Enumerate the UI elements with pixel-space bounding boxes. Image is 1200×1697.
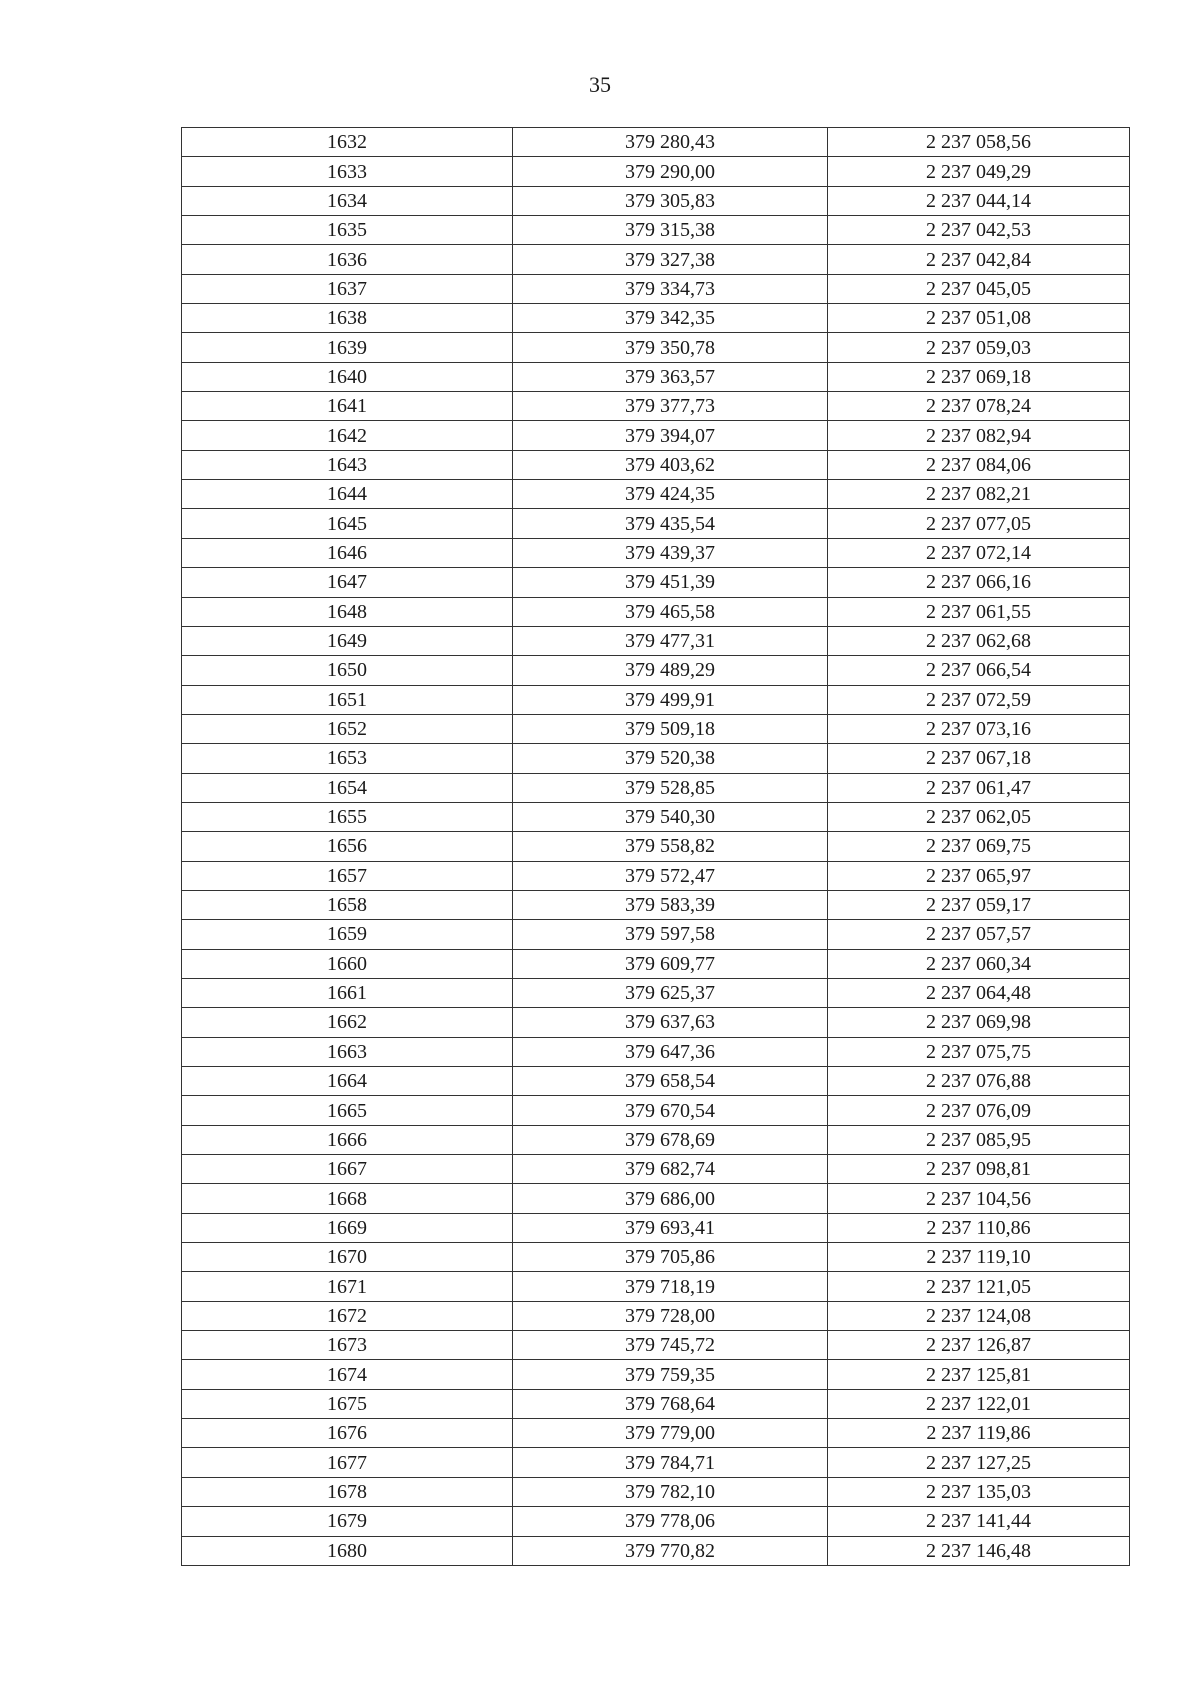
y-coordinate-cell: 2 237 075,75 — [828, 1037, 1130, 1066]
y-coordinate-cell: 2 237 069,75 — [828, 832, 1130, 861]
point-number-cell: 1656 — [182, 832, 513, 861]
table-row — [182, 1507, 1130, 1536]
x-coordinate-cell: 379 779,00 — [513, 1419, 828, 1448]
x-coordinate-cell: 379 465,58 — [513, 597, 828, 626]
point-number-cell: 1659 — [182, 920, 513, 949]
x-coordinate-cell: 379 477,31 — [513, 626, 828, 655]
x-coordinate-cell: 379 597,58 — [513, 920, 828, 949]
table-row — [182, 362, 1130, 391]
table-row — [182, 714, 1130, 743]
x-coordinate-cell: 379 705,86 — [513, 1243, 828, 1272]
table-row — [182, 1389, 1130, 1418]
y-coordinate-cell: 2 237 085,95 — [828, 1125, 1130, 1154]
y-coordinate-cell: 2 237 122,01 — [828, 1389, 1130, 1418]
point-number-cell: 1664 — [182, 1067, 513, 1096]
y-coordinate-cell: 2 237 078,24 — [828, 392, 1130, 421]
x-coordinate-cell: 379 489,29 — [513, 656, 828, 685]
table-row — [182, 1331, 1130, 1360]
y-coordinate-cell: 2 237 076,88 — [828, 1067, 1130, 1096]
point-number-cell: 1680 — [182, 1536, 513, 1565]
x-coordinate-cell: 379 658,54 — [513, 1067, 828, 1096]
table-row — [182, 1213, 1130, 1242]
table-row — [182, 1272, 1130, 1301]
x-coordinate-cell: 379 637,63 — [513, 1008, 828, 1037]
point-number-cell: 1638 — [182, 304, 513, 333]
table-row — [182, 773, 1130, 802]
y-coordinate-cell: 2 237 110,86 — [828, 1213, 1130, 1242]
table-row — [182, 920, 1130, 949]
x-coordinate-cell: 379 770,82 — [513, 1536, 828, 1565]
point-number-cell: 1635 — [182, 216, 513, 245]
table-row — [182, 157, 1130, 186]
point-number-cell: 1660 — [182, 949, 513, 978]
table-row — [182, 1184, 1130, 1213]
table-row — [182, 509, 1130, 538]
table-row — [182, 1155, 1130, 1184]
table-row — [182, 274, 1130, 303]
table-row — [182, 890, 1130, 919]
y-coordinate-cell: 2 237 060,34 — [828, 949, 1130, 978]
point-number-cell: 1640 — [182, 362, 513, 391]
table-row — [182, 1008, 1130, 1037]
table-row — [182, 949, 1130, 978]
x-coordinate-cell: 379 784,71 — [513, 1448, 828, 1477]
x-coordinate-cell: 379 342,35 — [513, 304, 828, 333]
y-coordinate-cell: 2 237 146,48 — [828, 1536, 1130, 1565]
y-coordinate-cell: 2 237 077,05 — [828, 509, 1130, 538]
x-coordinate-cell: 379 334,73 — [513, 274, 828, 303]
x-coordinate-cell: 379 520,38 — [513, 744, 828, 773]
y-coordinate-cell: 2 237 098,81 — [828, 1155, 1130, 1184]
y-coordinate-cell: 2 237 119,86 — [828, 1419, 1130, 1448]
y-coordinate-cell: 2 237 082,94 — [828, 421, 1130, 450]
y-coordinate-cell: 2 237 119,10 — [828, 1243, 1130, 1272]
point-number-cell: 1633 — [182, 157, 513, 186]
table-row — [182, 480, 1130, 509]
table-row — [182, 1448, 1130, 1477]
x-coordinate-cell: 379 509,18 — [513, 714, 828, 743]
point-number-cell: 1666 — [182, 1125, 513, 1154]
y-coordinate-cell: 2 237 082,21 — [828, 480, 1130, 509]
y-coordinate-cell: 2 237 072,59 — [828, 685, 1130, 714]
y-coordinate-cell: 2 237 104,56 — [828, 1184, 1130, 1213]
table-row — [182, 597, 1130, 626]
table-row — [182, 978, 1130, 1007]
table-row — [182, 1477, 1130, 1506]
y-coordinate-cell: 2 237 127,25 — [828, 1448, 1130, 1477]
x-coordinate-cell: 379 540,30 — [513, 802, 828, 831]
y-coordinate-cell: 2 237 084,06 — [828, 450, 1130, 479]
x-coordinate-cell: 379 528,85 — [513, 773, 828, 802]
point-number-cell: 1674 — [182, 1360, 513, 1389]
table-row — [182, 1096, 1130, 1125]
x-coordinate-cell: 379 759,35 — [513, 1360, 828, 1389]
point-number-cell: 1669 — [182, 1213, 513, 1242]
table-row — [182, 128, 1130, 157]
point-number-cell: 1654 — [182, 773, 513, 802]
table-row — [182, 1419, 1130, 1448]
x-coordinate-cell: 379 782,10 — [513, 1477, 828, 1506]
x-coordinate-cell: 379 499,91 — [513, 685, 828, 714]
y-coordinate-cell: 2 237 124,08 — [828, 1301, 1130, 1330]
point-number-cell: 1668 — [182, 1184, 513, 1213]
point-number-cell: 1649 — [182, 626, 513, 655]
y-coordinate-cell: 2 237 135,03 — [828, 1477, 1130, 1506]
x-coordinate-cell: 379 363,57 — [513, 362, 828, 391]
x-coordinate-cell: 379 424,35 — [513, 480, 828, 509]
x-coordinate-cell: 379 693,41 — [513, 1213, 828, 1242]
x-coordinate-cell: 379 439,37 — [513, 538, 828, 567]
x-coordinate-cell: 379 768,64 — [513, 1389, 828, 1418]
table-row — [182, 802, 1130, 831]
table-row — [182, 245, 1130, 274]
table-row — [182, 186, 1130, 215]
x-coordinate-cell: 379 647,36 — [513, 1037, 828, 1066]
y-coordinate-cell: 2 237 073,16 — [828, 714, 1130, 743]
y-coordinate-cell: 2 237 059,03 — [828, 333, 1130, 362]
x-coordinate-cell: 379 280,43 — [513, 128, 828, 157]
x-coordinate-cell: 379 670,54 — [513, 1096, 828, 1125]
point-number-cell: 1655 — [182, 802, 513, 831]
point-number-cell: 1637 — [182, 274, 513, 303]
point-number-cell: 1673 — [182, 1331, 513, 1360]
x-coordinate-cell: 379 572,47 — [513, 861, 828, 890]
point-number-cell: 1663 — [182, 1037, 513, 1066]
point-number-cell: 1651 — [182, 685, 513, 714]
y-coordinate-cell: 2 237 064,48 — [828, 978, 1130, 1007]
table-row — [182, 1125, 1130, 1154]
y-coordinate-cell: 2 237 065,97 — [828, 861, 1130, 890]
x-coordinate-cell: 379 558,82 — [513, 832, 828, 861]
y-coordinate-cell: 2 237 067,18 — [828, 744, 1130, 773]
table-row — [182, 1037, 1130, 1066]
point-number-cell: 1636 — [182, 245, 513, 274]
y-coordinate-cell: 2 237 059,17 — [828, 890, 1130, 919]
x-coordinate-cell: 379 728,00 — [513, 1301, 828, 1330]
point-number-cell: 1679 — [182, 1507, 513, 1536]
table-row — [182, 685, 1130, 714]
table-row — [182, 333, 1130, 362]
y-coordinate-cell: 2 237 062,05 — [828, 802, 1130, 831]
y-coordinate-cell: 2 237 069,98 — [828, 1008, 1130, 1037]
y-coordinate-cell: 2 237 066,16 — [828, 568, 1130, 597]
point-number-cell: 1653 — [182, 744, 513, 773]
y-coordinate-cell: 2 237 058,56 — [828, 128, 1130, 157]
x-coordinate-cell: 379 718,19 — [513, 1272, 828, 1301]
x-coordinate-cell: 379 678,69 — [513, 1125, 828, 1154]
y-coordinate-cell: 2 237 061,55 — [828, 597, 1130, 626]
table-row — [182, 216, 1130, 245]
y-coordinate-cell: 2 237 049,29 — [828, 157, 1130, 186]
coordinates-table — [181, 127, 1130, 1566]
point-number-cell: 1677 — [182, 1448, 513, 1477]
table-row — [182, 861, 1130, 890]
x-coordinate-cell: 379 377,73 — [513, 392, 828, 421]
x-coordinate-cell: 379 290,00 — [513, 157, 828, 186]
point-number-cell: 1658 — [182, 890, 513, 919]
point-number-cell: 1639 — [182, 333, 513, 362]
table-row — [182, 421, 1130, 450]
point-number-cell: 1646 — [182, 538, 513, 567]
point-number-cell: 1670 — [182, 1243, 513, 1272]
point-number-cell: 1662 — [182, 1008, 513, 1037]
point-number-cell: 1665 — [182, 1096, 513, 1125]
y-coordinate-cell: 2 237 069,18 — [828, 362, 1130, 391]
table-row — [182, 450, 1130, 479]
point-number-cell: 1675 — [182, 1389, 513, 1418]
table-row — [182, 744, 1130, 773]
table-row — [182, 1243, 1130, 1272]
y-coordinate-cell: 2 237 045,05 — [828, 274, 1130, 303]
x-coordinate-cell: 379 583,39 — [513, 890, 828, 919]
y-coordinate-cell: 2 237 141,44 — [828, 1507, 1130, 1536]
table-row — [182, 656, 1130, 685]
x-coordinate-cell: 379 327,38 — [513, 245, 828, 274]
point-number-cell: 1632 — [182, 128, 513, 157]
table-row — [182, 1301, 1130, 1330]
x-coordinate-cell: 379 682,74 — [513, 1155, 828, 1184]
point-number-cell: 1652 — [182, 714, 513, 743]
x-coordinate-cell: 379 305,83 — [513, 186, 828, 215]
point-number-cell: 1643 — [182, 450, 513, 479]
table-row — [182, 626, 1130, 655]
x-coordinate-cell: 379 625,37 — [513, 978, 828, 1007]
table-row — [182, 392, 1130, 421]
x-coordinate-cell: 379 403,62 — [513, 450, 828, 479]
table-row — [182, 1536, 1130, 1565]
point-number-cell: 1667 — [182, 1155, 513, 1184]
table-row — [182, 538, 1130, 567]
point-number-cell: 1642 — [182, 421, 513, 450]
point-number-cell: 1672 — [182, 1301, 513, 1330]
y-coordinate-cell: 2 237 126,87 — [828, 1331, 1130, 1360]
coordinates-table-body — [182, 128, 1130, 1566]
y-coordinate-cell: 2 237 042,84 — [828, 245, 1130, 274]
x-coordinate-cell: 379 435,54 — [513, 509, 828, 538]
y-coordinate-cell: 2 237 072,14 — [828, 538, 1130, 567]
x-coordinate-cell: 379 745,72 — [513, 1331, 828, 1360]
point-number-cell: 1644 — [182, 480, 513, 509]
y-coordinate-cell: 2 237 066,54 — [828, 656, 1130, 685]
point-number-cell: 1678 — [182, 1477, 513, 1506]
y-coordinate-cell: 2 237 051,08 — [828, 304, 1130, 333]
table-row — [182, 568, 1130, 597]
y-coordinate-cell: 2 237 042,53 — [828, 216, 1130, 245]
y-coordinate-cell: 2 237 057,57 — [828, 920, 1130, 949]
point-number-cell: 1676 — [182, 1419, 513, 1448]
y-coordinate-cell: 2 237 121,05 — [828, 1272, 1130, 1301]
y-coordinate-cell: 2 237 061,47 — [828, 773, 1130, 802]
table-row — [182, 1067, 1130, 1096]
page-number: 35 — [589, 72, 611, 97]
x-coordinate-cell: 379 350,78 — [513, 333, 828, 362]
y-coordinate-cell: 2 237 076,09 — [828, 1096, 1130, 1125]
point-number-cell: 1671 — [182, 1272, 513, 1301]
x-coordinate-cell: 379 778,06 — [513, 1507, 828, 1536]
x-coordinate-cell: 379 394,07 — [513, 421, 828, 450]
y-coordinate-cell: 2 237 125,81 — [828, 1360, 1130, 1389]
point-number-cell: 1647 — [182, 568, 513, 597]
y-coordinate-cell: 2 237 044,14 — [828, 186, 1130, 215]
point-number-cell: 1645 — [182, 509, 513, 538]
point-number-cell: 1634 — [182, 186, 513, 215]
point-number-cell: 1648 — [182, 597, 513, 626]
x-coordinate-cell: 379 451,39 — [513, 568, 828, 597]
x-coordinate-cell: 379 686,00 — [513, 1184, 828, 1213]
point-number-cell: 1650 — [182, 656, 513, 685]
table-row — [182, 304, 1130, 333]
point-number-cell: 1661 — [182, 978, 513, 1007]
point-number-cell: 1641 — [182, 392, 513, 421]
x-coordinate-cell: 379 315,38 — [513, 216, 828, 245]
y-coordinate-cell: 2 237 062,68 — [828, 626, 1130, 655]
table-row — [182, 832, 1130, 861]
table-row — [182, 1360, 1130, 1389]
point-number-cell: 1657 — [182, 861, 513, 890]
x-coordinate-cell: 379 609,77 — [513, 949, 828, 978]
